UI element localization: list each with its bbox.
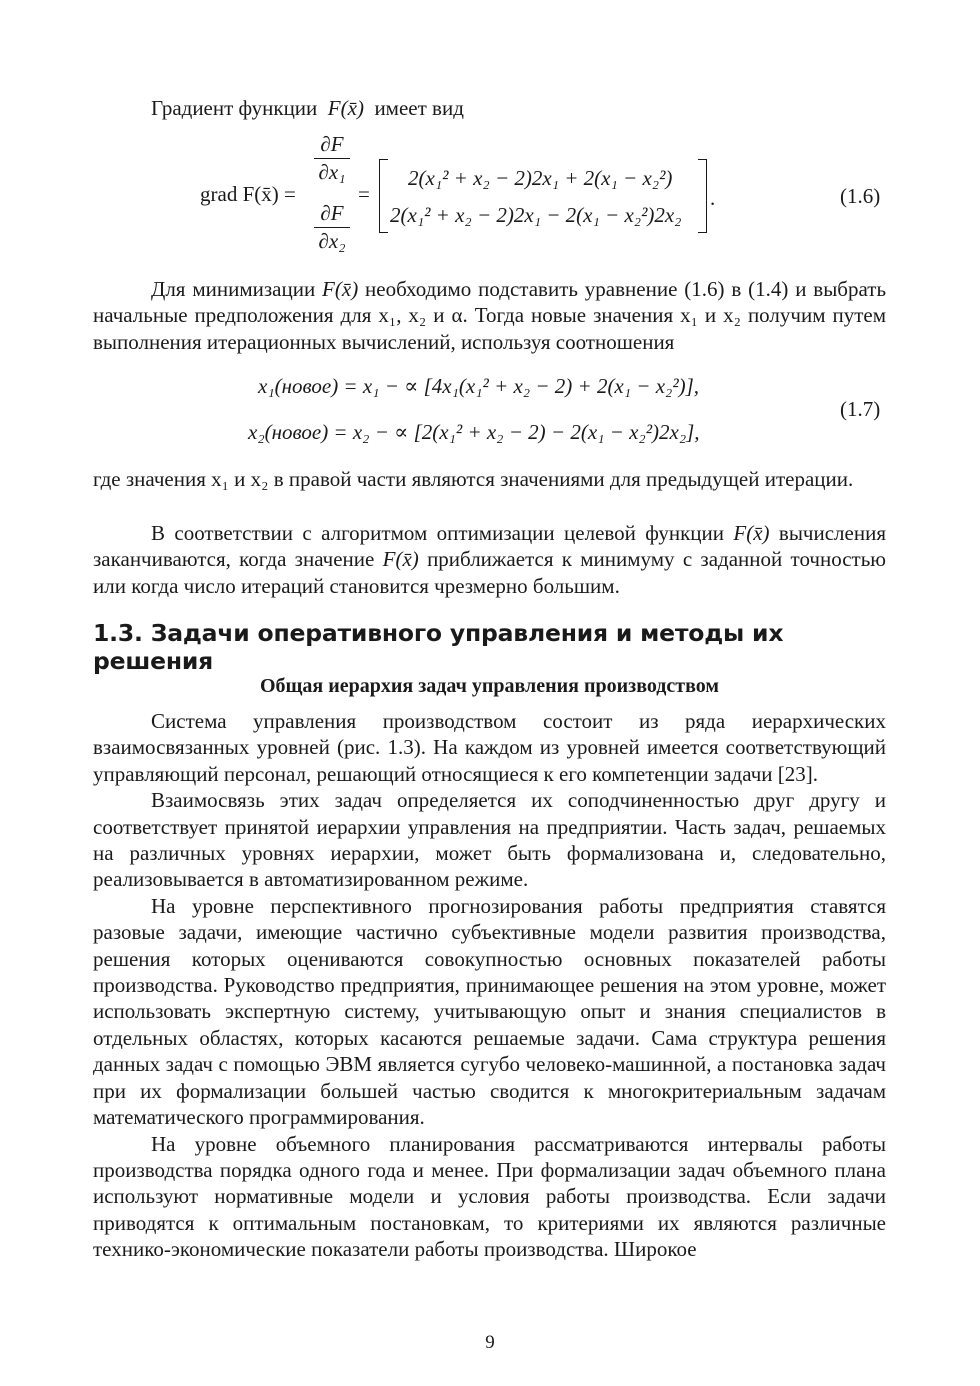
- minimization-paragraph: [93, 276, 886, 355]
- fraction-dF-dx1: [314, 132, 350, 185]
- equation-number-1-6: (1.6): [840, 184, 881, 208]
- x2-update-equation: x₂(новое) = x₂ − ∝ [2(x₁² + x₂ − 2) − 2(x₁ − x₂²)2x₂],: [248, 420, 700, 444]
- gradient-intro-text-end: имеет вид: [374, 96, 464, 120]
- accordance-paragraph: [93, 520, 886, 599]
- equation-number-1-7: (1.7): [840, 397, 881, 421]
- paragraph-3: На уровне перспективного прогнозирования работы предприятия ставятся разовые задачи, имеющие частично субъективные модели развития производства, решения которых оцениваются совокупностью основных показателей работы производства. Руководство предприятия, принимающее решения на этом уровне, может использовать экспертную систему, учитывающую опыт и знания специалистов в отдельных областях, которых касаются решаемые задачи. Сама структура решения данных задач с помощью ЭВМ является сугубо человеко-машинной, а постановка задач при их формализации большей частью сводится к многокритериальным задачам математического программирования.: [93, 893, 886, 1130]
- paragraph-4: На уровне объемного планирования рассматриваются интервалы работы производства порядка одного года и менее. При формализации задач объемного плана используют нормативные модели и условия работы производства. Если задачи приводятся к оптимальным постановкам, то критериями их являются различные технико-экономические показатели работы производства. Широкое: [93, 1131, 886, 1262]
- gradient-intro-text: Градиент функции: [151, 96, 318, 120]
- period: .: [710, 186, 716, 210]
- fraction-denominator: ∂x₂: [318, 229, 346, 253]
- fraction-bar: [314, 227, 350, 228]
- paragraph-1: Система управления производством состоит из ряда иерархических взаимосвязанных уровней (рис. 1.3). На каждом из уровней имеется соответствующий управляющий персонал, решающий относящиеся к его компетенции задачи [23].: [93, 709, 886, 786]
- grad-label: grad F(x̄) =: [200, 182, 296, 206]
- accordance-text-c: приближается к минимуму с заданной точностью или когда число итераций становится чрезмерно большим.: [93, 547, 886, 598]
- x1-update-equation: x₁(новое) = x₁ − ∝ [4x₁(x₁² + x₂ − 2) + 2(x₁ − x₂²)],: [258, 374, 700, 398]
- section-heading: 1.3. Задачи оперативного управления и методы их решения: [93, 619, 784, 675]
- paragraph-2: Взаимосвязь этих задач определяется их соподчиненностью друг другу и соответствует принятой иерархии управления на предприятии. Часть задач, решаемых на различных уровнях иерархии, может быть формализована и, следовательно, реализовывается в автоматизированном режиме.: [93, 788, 886, 892]
- equals-sign: =: [358, 182, 370, 206]
- fraction-numerator: ∂F: [320, 132, 344, 156]
- fraction-bar: [314, 158, 350, 159]
- where-paragraph: [93, 466, 886, 492]
- accordance-text-a: В соответствии с алгоритмом оптимизации целевой функции: [151, 521, 725, 545]
- fraction-numerator: ∂F: [320, 201, 344, 225]
- page-number: 9: [485, 1332, 495, 1353]
- subheading: Общая иерархия задач управления производством: [259, 675, 720, 697]
- function-symbol: F(x̄): [327, 96, 364, 120]
- left-bracket: [379, 159, 388, 233]
- minimization-text-start: Для минимизации: [151, 277, 316, 301]
- fraction-denominator: ∂x₁: [318, 160, 346, 184]
- right-bracket: [698, 159, 707, 233]
- gradient-intro: [151, 96, 464, 121]
- minimization-text: необходимо подставить уравнение (1.6) в (1.4) и выбрать начальные предположения для x₁, x₂ и α. Тогда новые значения x₁ и x₂ получим путем выполнения итерационных вычислений, используя соотношения: [93, 277, 887, 354]
- function-symbol: F(x̄): [382, 547, 419, 572]
- fraction-dF-dx2: [314, 201, 350, 254]
- where-text: где значения x₁ и x₂ в правой части являются значениями для предыдущей итерации.: [93, 467, 854, 491]
- gradient-row-2: 2(x₁² + x₂ − 2)2x₁ − 2(x₁ − x₂²)2x₂: [390, 203, 682, 227]
- function-symbol: F(x̄): [733, 521, 770, 545]
- accordance-text-b: вычисления заканчиваются, когда значение: [93, 521, 886, 572]
- body-text: [93, 708, 886, 1263]
- gradient-row-1: 2(x₁² + x₂ − 2)2x₁ + 2(x₁ − x₂²): [408, 166, 673, 190]
- function-symbol: F(x̄): [322, 277, 359, 301]
